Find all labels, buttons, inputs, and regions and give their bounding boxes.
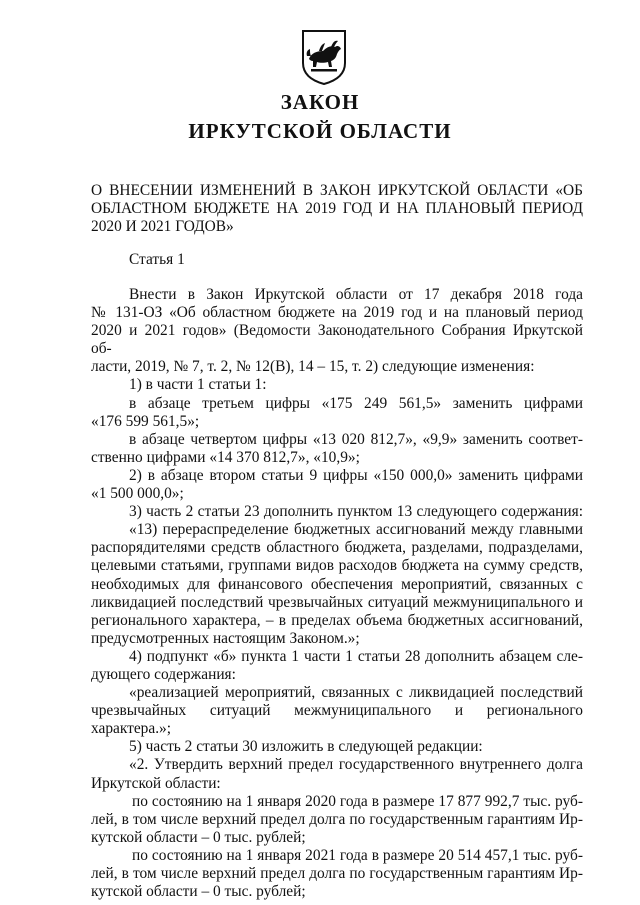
body-line: лей, в том числе верхний предел долга по государственным гарантиям Ир- [91,865,583,882]
body-line: кутской области – 0 тыс. рублей; [91,828,306,846]
body-line: «реализацией мероприятий, связанных с ликвидацией последствий [129,684,583,702]
body-line: предусмотренных настоящим Законом.»; [91,629,360,647]
body-line: ласти, 2019, № 7, т. 2, № 12(В), 14 – 15, т. 2) следующие изменения: [91,358,535,376]
body-line: необходимых для финансового обеспечения мероприятий, связанных с [91,575,583,593]
body-line: Иркутской области: [91,774,221,792]
body-line: распорядителями средств областного бюджета, разделами, подразделами, [91,539,583,557]
body-line: в абзаце третьем цифры «175 249 561,5» заменить цифрами [129,394,583,412]
body-line: дующего содержания: [91,665,236,683]
article-heading: Статья 1 [129,251,185,268]
body-line: регионального характера, – в пределах объема бюджетных ассигнований, [91,611,583,629]
body-line: по состоянию на 1 января 2021 года в размере 20 514 457,1 тыс. руб- [132,846,583,864]
body-line: 4) подпункт «б» пункта 1 части 1 статьи 28 дополнить абзацем сле- [129,647,583,665]
body-line: 2) в абзаце втором статьи 9 цифры «150 000,0» заменить цифрами [129,466,583,484]
body-line: 5) часть 2 статьи 30 изложить в следующей редакции: [129,738,483,756]
body-line: лей, в том числе верхний предел долга по государственным гарантиям Ир- [91,810,583,828]
law-title: ЗАКОН [280,90,360,114]
body-line: чрезвычайных ситуаций межмуниципального и регионального характера.»; [91,702,583,738]
body-line: в абзаце четвертом цифры «13 020 812,7», «9,9» заменить соответ- [129,430,583,448]
body-line: 1) в части 1 статьи 1: [129,376,267,394]
body-line: «13) перераспределение бюджетных ассигнований между главными [129,521,583,539]
body-line: целевыми статьями, группами видов расходов бюджета на сумму средств, [91,557,583,575]
body-line: «176 599 561,5»; [91,412,200,430]
subject-line: О ВНЕСЕНИИ ИЗМЕНЕНИЙ В ЗАКОН ИРКУТСКОЙ ОБЛАСТИ «ОБ [91,182,583,199]
article-body [91,286,583,901]
subject-line: ОБЛАСТНОМ БЮДЖЕТЕ НА 2019 ГОД И НА ПЛАНОВЫЙ ПЕРИОД [91,200,583,217]
subject-line: 2020 И 2021 ГОДОВ» [91,218,234,235]
body-line: «2. Утвердить верхний предел государственного внутреннего долга [129,756,583,774]
law-region: ИРКУТСКОЙ ОБЛАСТИ [188,119,452,143]
law-subject [91,182,583,236]
coat-of-arms-icon [301,29,347,85]
body-line: 3) часть 2 статьи 23 дополнить пунктом 13 следующего содержания: [129,503,583,521]
body-line: 2020 и 2021 годов» (Ведомости Законодательного Собрания Иркутской об- [91,322,583,358]
body-line: по состоянию на 1 января 2020 года в размере 17 877 992,7 тыс. руб- [132,792,583,810]
body-line: ликвидацией последствий чрезвычайных ситуаций межмуниципального и [91,593,583,611]
body-line: кутской области – 0 тыс. рублей; [91,883,306,901]
body-line: Внести в Закон Иркутской области от 17 декабря 2018 года [129,286,583,303]
body-line: ственно цифрами «14 370 812,7», «10,9»; [91,448,360,466]
body-line: «1 500 000,0»; [91,485,184,503]
body-line: № 131-ОЗ «Об областном бюджете на 2019 год и на плановый период [91,304,583,322]
